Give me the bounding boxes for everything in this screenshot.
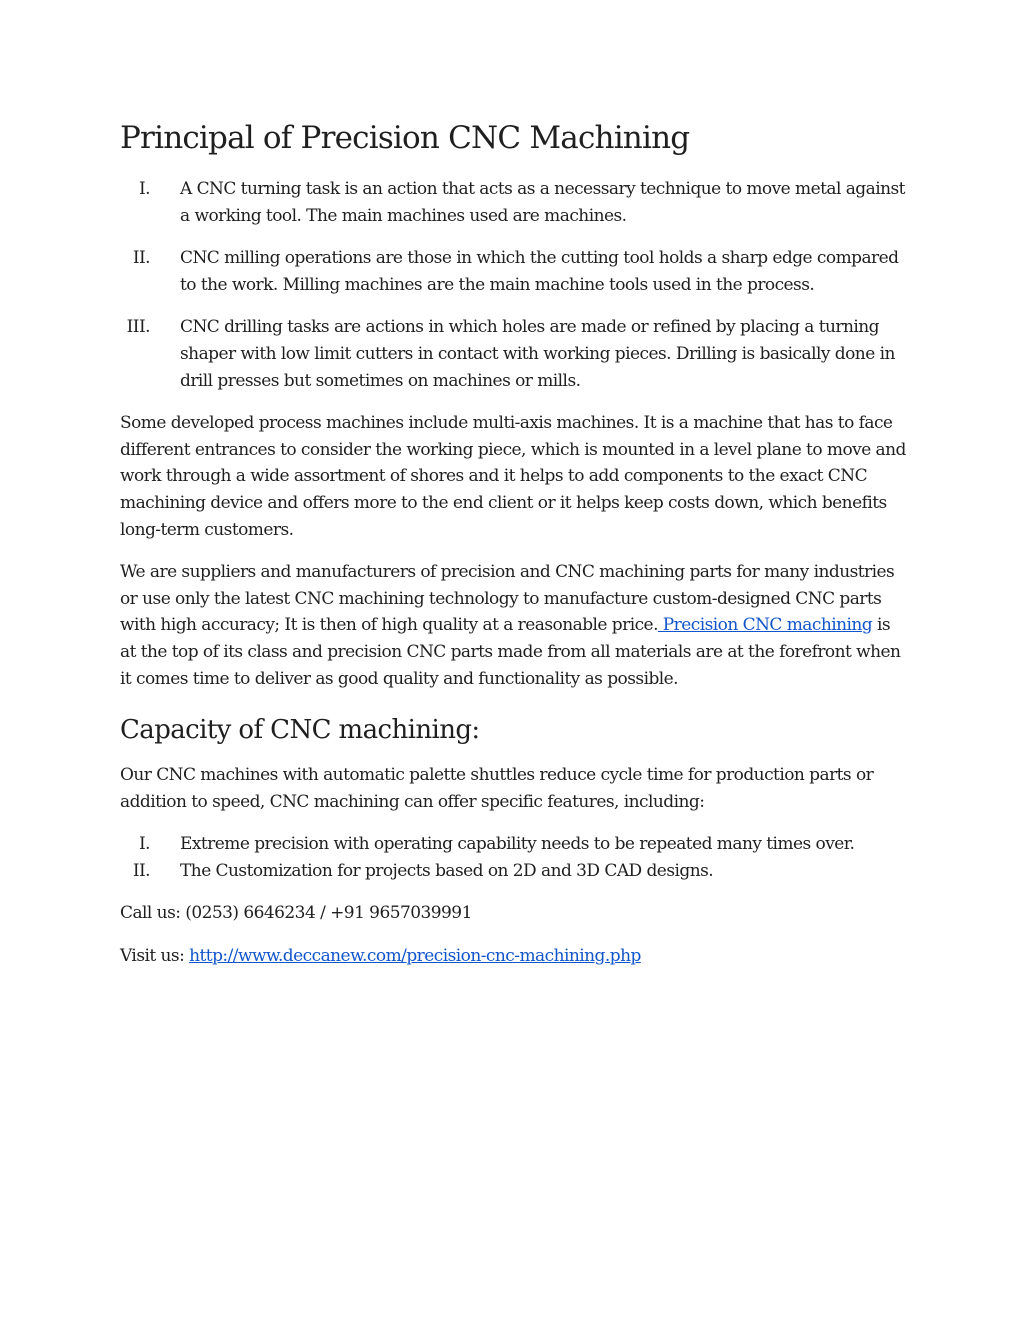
list-item bbox=[120, 858, 906, 885]
capacity-paragraph: Our CNC machines with automatic palette shuttles reduce cycle time for production parts or addition to speed, CNC machining can offer specific features, including: bbox=[120, 765, 874, 812]
visit-us-label: Visit us: bbox=[120, 946, 190, 967]
principles-list bbox=[120, 176, 906, 394]
suppliers-text-before: We are suppliers and manufacturers of precision and CNC machining parts for many industries or use only the latest CNC machining technology to manufacture custom-designed CNC parts with high accuracy; It is then of high quality at a reasonable price. bbox=[120, 562, 895, 636]
list-item bbox=[120, 176, 906, 229]
list-marker: II. bbox=[132, 248, 150, 269]
section-heading-capacity: Capacity of CNC machining: bbox=[120, 715, 480, 746]
document-page bbox=[120, 112, 906, 986]
list-marker: III. bbox=[126, 317, 150, 338]
precision-cnc-machining-link[interactable]: Precision CNC machining bbox=[657, 615, 873, 636]
features-list bbox=[120, 831, 906, 884]
list-item bbox=[120, 314, 906, 394]
list-marker: II. bbox=[132, 860, 150, 881]
list-marker: I. bbox=[138, 179, 150, 199]
list-item bbox=[120, 831, 906, 858]
list-item-text: The Customization for projects based on 2D and 3D CAD designs. bbox=[180, 860, 714, 881]
multi-axis-paragraph: Some developed process machines include multi-axis machines. It is a machine that has to face different entrances to consider the working piece, which is mounted in a level plane to move and work through a wide assortment of shores and it helps to add components to the exact CNC machining device and offers more to the end client or it helps keep costs down, which benefits long-term customers. bbox=[120, 413, 906, 540]
page-title: Principal of Precision CNC Machining bbox=[120, 120, 690, 156]
list-item bbox=[120, 245, 906, 298]
suppliers-paragraph bbox=[120, 559, 906, 692]
list-item-text: CNC drilling tasks are actions in which holes are made or refined by placing a turning shaper with low limit cutters in contact with working pieces. Drilling is basically done in drill presses but sometimes on machines or mills. bbox=[180, 317, 895, 391]
list-item-text: A CNC turning task is an action that acts as a necessary technique to move metal against a working tool. The main machines used are machines. bbox=[180, 179, 905, 226]
list-item-text: CNC milling operations are those in which the cutting tool holds a sharp edge compared to the work. Milling machines are the main machine tools used in the process. bbox=[180, 248, 899, 295]
list-item-text: Extreme precision with operating capability needs to be repeated many times over. bbox=[180, 834, 855, 855]
website-link[interactable]: http://www.deccanew.com/precision-cnc-machining.php bbox=[189, 946, 641, 967]
list-marker: I. bbox=[138, 834, 150, 855]
call-us-line: Call us: (0253) 6646234 / +91 9657039991 bbox=[120, 903, 472, 924]
visit-us-line bbox=[120, 943, 906, 970]
suppliers-text-after: is at the top of its class and precision CNC parts made from all materials are at the forefront when it comes time to deliver as good quality and functionality as possible. bbox=[120, 615, 901, 689]
